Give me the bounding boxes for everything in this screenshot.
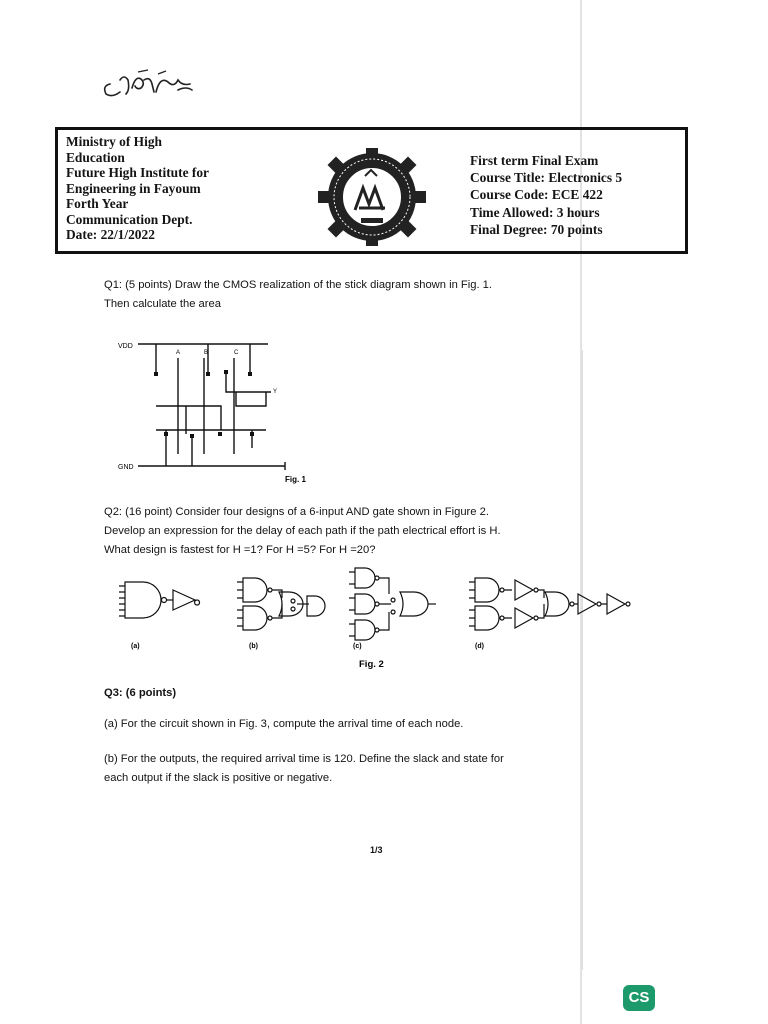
course-info bbox=[470, 152, 622, 238]
page-number: 1/3 bbox=[370, 845, 383, 855]
exam-header bbox=[55, 127, 688, 254]
question-2-text: What design is fastest for H =1? For H =5? For H =20? bbox=[104, 544, 376, 556]
institution-line: Education bbox=[66, 149, 125, 165]
stick-diagram-figure bbox=[110, 336, 310, 486]
institution-line: Ministry of High bbox=[66, 134, 162, 149]
exam-title: First term Final Exam bbox=[470, 153, 599, 168]
handwritten-signature bbox=[98, 62, 208, 102]
input-a-label: A bbox=[176, 350, 181, 356]
design-d-label: (d) bbox=[475, 643, 484, 650]
question-2-text: Develop an expression for the delay of each path if the path electrical effort is H. bbox=[104, 525, 501, 537]
institution-info bbox=[66, 134, 209, 243]
institution-line: Forth Year bbox=[66, 196, 129, 211]
question-3a-text: (a) For the circuit shown in Fig. 3, compute the arrival time of each node. bbox=[104, 718, 464, 730]
course-title: Course Title: Electronics 5 bbox=[470, 170, 623, 186]
vdd-label: VDD bbox=[118, 343, 133, 350]
final-degree: Final Degree: 70 points bbox=[470, 221, 603, 237]
camscanner-icon: CS bbox=[623, 985, 655, 1011]
institution-line: Future High Institute for bbox=[66, 165, 209, 180]
question-1-text: Then calculate the area bbox=[104, 298, 221, 310]
institute-seal-icon bbox=[313, 146, 431, 248]
design-a-label: (a) bbox=[131, 643, 140, 650]
design-b-label: (b) bbox=[249, 643, 258, 650]
fig-1-caption: Fig. 1 bbox=[285, 475, 306, 484]
fig-2-caption: Fig. 2 bbox=[359, 659, 384, 670]
input-b-label: B bbox=[204, 350, 209, 356]
and-gate-designs-figure bbox=[115, 564, 645, 674]
question-3b bbox=[104, 750, 504, 788]
question-2 bbox=[104, 503, 501, 560]
course-code: Course Code: ECE 422 bbox=[470, 187, 603, 203]
question-3-title: Q3: (6 points) bbox=[104, 687, 177, 699]
question-1 bbox=[104, 276, 492, 314]
gnd-label: GND bbox=[118, 464, 134, 471]
question-2-text: Q2: (16 point) Consider four designs of a 6-input AND gate shown in Figure 2. bbox=[104, 506, 489, 518]
institution-line: Communication Dept. bbox=[66, 211, 193, 227]
question-3b-text: (b) For the outputs, the required arrival time is 120. Define the slack and state for bbox=[104, 753, 504, 765]
time-allowed: Time Allowed: 3 hours bbox=[470, 204, 600, 220]
institution-line: Engineering in Fayoum bbox=[66, 180, 201, 196]
question-3b-text: each output if the slack is positive or negative. bbox=[104, 772, 333, 784]
input-c-label: C bbox=[234, 350, 239, 356]
question-1-text: Q1: (5 points) Draw the CMOS realization of the stick diagram shown in Fig. 1. bbox=[104, 279, 492, 291]
exam-date: Date: 22/1/2022 bbox=[66, 227, 155, 242]
output-y-label: Y bbox=[273, 389, 278, 395]
design-c-label: (c) bbox=[353, 643, 362, 650]
